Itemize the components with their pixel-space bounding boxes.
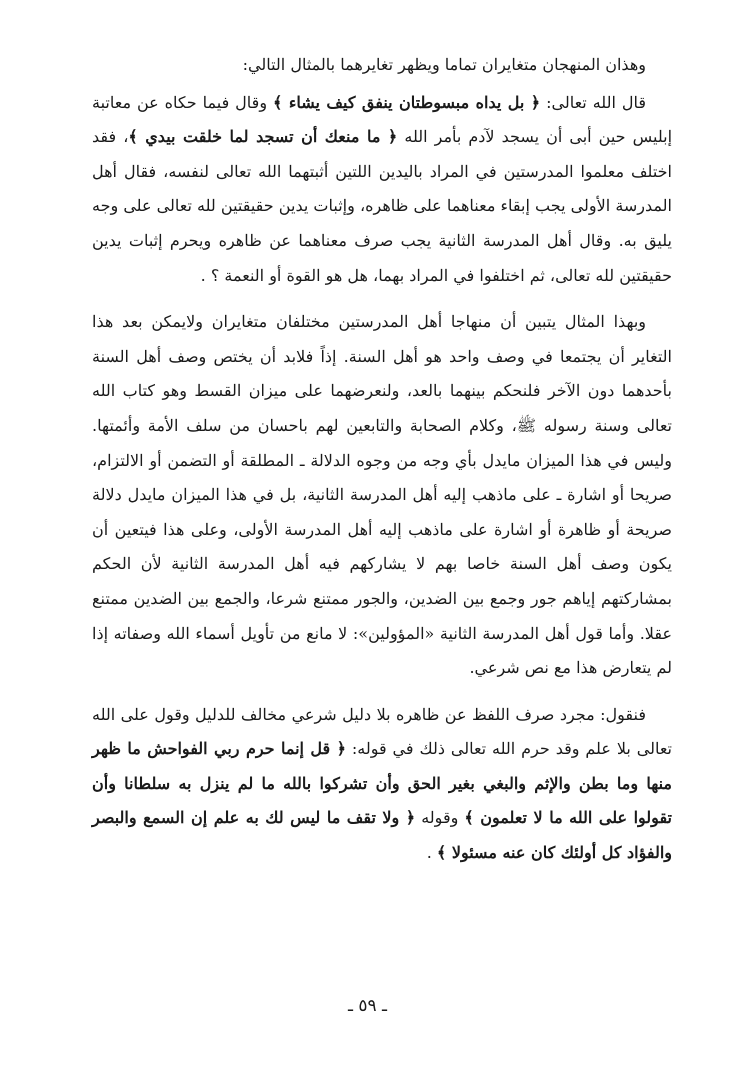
quran-verse-knowledge: ﴿ ولا تقف ما ليس لك به علم إن السمع والبصر والفؤاد كل أولئك كان عنه مسئولا ﴾	[92, 808, 672, 863]
example-middle-text: وقال فيما حكاه عن معاتبة إبليس حين أبى أن يسجد لآدم بأمر الله	[92, 92, 673, 147]
example-lead-text: قال الله تعالى:	[540, 92, 647, 112]
paragraph-response	[92, 698, 672, 871]
response-end-text: .	[426, 843, 437, 863]
response-middle-text: وقوله	[415, 808, 465, 828]
page-number: ـ ٥٩ ـ	[347, 996, 388, 1016]
quran-verse-hands: ﴿ بل يداه مبسوطتان ينفق كيف يشاء ﴾	[273, 92, 541, 112]
intro-text: وهذان المنهجان متغايران تماما ويظهر تغايرهما بالمثال التالي:	[242, 55, 646, 74]
example-explanation-text: ، فقد اختلف معلموا المدرستين في المراد باليدين اللتين أثبتهما الله تعالى لنفسه، فقال أهل المدرسة الأولى يجب إبقاء معناهما على ظاهره، وإثبات يدين حقيقتين لله تعالى على وجه يليق به. وقال أهل المدرسة الثانية يجب صرف معناهما عن ظاهره ويحرم إثبات يدين حقيقتين لله تعالى، ثم اختلفوا في المراد بهما، هل هو القوة أو النعمة ؟ .	[92, 127, 672, 285]
page-body	[92, 48, 672, 883]
paragraph-conclusion	[92, 305, 672, 686]
paragraph-example	[92, 86, 672, 294]
quran-verse-iblis: ﴿ ما منعك أن تسجد لما خلقت بيدي ﴾	[128, 127, 398, 147]
paragraph-intro	[92, 48, 672, 83]
quran-verse-forbidden: ﴿ قل إنما حرم ربي الفواحش ما ظهر منها وما بطن والإثم والبغي بغير الحق وأن تشركوا بالله ما لم ينزل به سلطانا وأن تقولوا على الله ما لا تعلمون ﴾	[92, 739, 672, 828]
response-lead-text: فنقول: مجرد صرف اللفظ عن ظاهره بلا دليل شرعي مخالف للدليل وقول على الله تعالى بلا علم وقد حرم الله تعالى ذلك في قوله:	[92, 704, 673, 759]
conclusion-text: وبهذا المثال يتبين أن منهاجا أهل المدرستين مختلفان متغايران ولايمكن بعد هذا التغاير أن يجتمعا في وصف واحد هو أهل السنة. إذاً فلابد أن يختص وصف أهل السنة بأحدهما دون الآخر فلنحكم بينهما بالعد، ولنعرضهما على ميزان القسط وهو كتاب الله تعالى وسنة رسوله ﷺ، وكلام الصحابة والتابعين لهم باحسان من سلف الأمة وأئمتها. وليس في هذا الميزان مايدل بأي وجه من وجوه الدلالة ـ المطلقة أو التضمن أو الالتزام، صريحا أو اشارة ـ على ماذهب إليه أهل المدرسة الثانية، بل في هذا الميزان مايدل دلالة صريحة أو ظاهرة أو اشارة على ماذهب إليه أهل المدرسة الأولى، وعلى هذا فيتعين أن يكون وصف أهل السنة خاصا بهم لا يشاركهم فيه أهل المدرسة الثانية لأن الحكم بمشاركتهم إياهم جور وجمع بين الضدين، والجور ممتنع شرعا، والجمع بين الضدين ممتنع عقلا. وأما قول أهل المدرسة الثانية «المؤولين»: لا مانع من تأويل أسماء الله وصفاته إذا لم يتعارض هذا مع نص شرعي.	[92, 312, 672, 678]
